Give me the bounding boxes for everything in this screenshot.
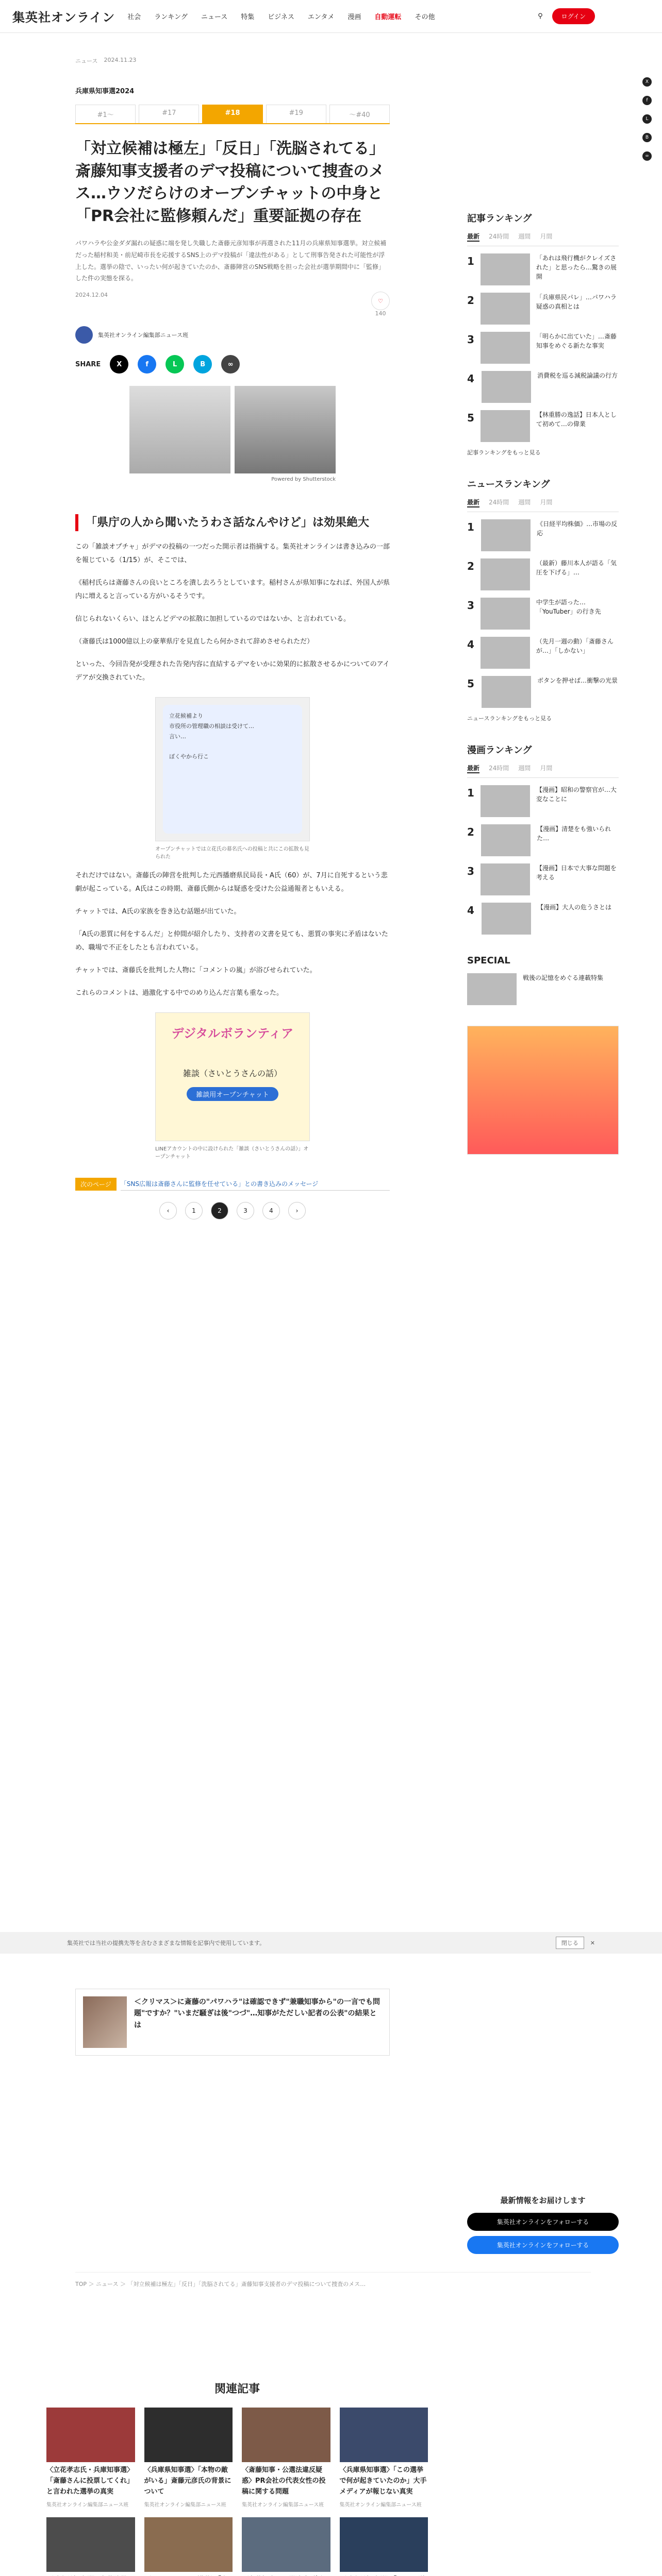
banner-button: 雑談用オープンチャット [187,1087,278,1101]
news-item[interactable]: 5 ボタンを押せば…衝撃の光景 [467,676,619,708]
x-share-icon[interactable]: X [110,355,128,374]
thumbnail [482,903,531,935]
paragraph: といった、今回告発が受理された告発内容に直結するデマをいかに効果的に拡散させるかについてのアイデアが交換されていた。 [75,660,390,682]
related-title: 関連記事 [214,2383,260,2396]
breadcrumb [75,57,390,65]
tab[interactable]: 最新 [467,232,479,242]
banner-title: デジタルボランティア [171,1026,294,1041]
next-page-label: 次のページ [75,1178,117,1191]
link-icon[interactable]: ∞ [642,151,652,161]
related-card[interactable] [144,2517,233,2576]
news-text: （最新）藤川本人が語る「気圧を下げる」… [536,560,617,576]
tab[interactable]: 月間 [540,765,553,772]
paragraph: これらのコメントは、過激化する中でのめり込んだ言葉も重なった。 [75,989,284,997]
thumbnail [46,2408,135,2462]
thumbnail [481,519,531,551]
paragraph: チャットでは、A氏の家族を巻き込む話題が出ていた。 [75,908,241,916]
related-card[interactable] [144,2408,233,2508]
tab[interactable]: 最新 [467,764,479,773]
tab[interactable]: 週間 [518,233,531,240]
link-share-icon[interactable]: ∞ [221,355,240,374]
thumbnail [340,2408,428,2462]
tab[interactable]: 週間 [518,499,531,506]
news-item[interactable]: 4 （先月一週の動）「斎藤さんが…」「しかない」 [467,637,619,669]
share-label: SHARE [75,360,101,368]
manga-item[interactable]: 4 【漫画】大人の危うさとは [467,903,619,935]
thumbnail [482,676,531,708]
thumbnail [144,2408,233,2462]
nav-item[interactable]: ビジネス [268,13,294,21]
next-page-link[interactable] [75,1177,390,1191]
photo-credit: Powered by Shutterstock [271,477,336,483]
special-text: 戦後の記憶をめぐる連載特集 [523,974,604,981]
chat-screenshot [155,697,310,841]
tab[interactable]: 最新 [467,498,479,507]
nav-item[interactable]: ランキング [154,13,188,21]
paragraph: 「A氏の悪質に何をするんだ」と仲間が紹介したり、支持者の文書を見ても、悪質の事実に矛盾はないため、職場で不正をしたとも言われている。 [75,930,388,952]
banner-subtitle: 雑談（さいとうさんの話） [183,1069,282,1079]
like-count: 140 [375,310,386,317]
news-item[interactable]: 2 （最新）藤川本人が語る「気圧を下げる」… [467,558,619,590]
thumbnail [481,332,530,364]
recommended-thumbnail [83,1996,127,2048]
related-card-source: 集英社オンライン編集部ニュース班 [242,2502,324,2509]
hatena-share-icon[interactable]: B [193,355,212,374]
paragraph: チャットでは、斎藤氏を批判した人物に「コメントの嵐」が浴びせられていた。 [75,967,317,975]
thumbnail [481,637,530,669]
thumbnail [242,2517,330,2572]
notice-close-button[interactable]: 閉じる [556,1937,584,1949]
follow-box [467,2195,619,2254]
related-card-source: 集英社オンライン編集部ニュース班 [339,2502,422,2509]
news-more-link[interactable]: ニュースランキングをもっと見る [467,715,552,722]
sidebar [467,211,619,1155]
footer-breadcrumb: TOP ＞ ニュース ＞ 「対立候補は極左」「反日」「洗脳されてる」斎藤知事支援者のデマ投稿について捜査のメス… [75,2272,591,2288]
series-pager [75,105,390,124]
tab[interactable]: 週間 [518,765,531,772]
breadcrumb-category[interactable]: ニュース [75,58,98,64]
thumbnail [481,410,530,442]
related-card-source: 集英社オンライン編集部ニュース班 [144,2502,226,2509]
ranking-text: 「明らかに出ていた」…斎藤知事をめぐる新たな事実 [536,333,617,349]
page-number[interactable]: 1 [185,1202,203,1219]
tab[interactable]: 24時間 [489,233,509,240]
special-title: SPECIAL [467,955,510,966]
thumbnail [481,253,530,285]
header-actions [538,8,595,24]
paragraph: この「雑談オプチャ」がデマの投稿の一つだった開示者は指摘する。集英社オンラインは書き込みの一部を報じている（1/15）が、そこでは、 [75,543,390,565]
news-text: 《日経平均株価》…市場の反応 [537,520,618,537]
page-number[interactable]: 3 [237,1202,254,1219]
news-text: 中学生が語った…「YouTuber」の行き先 [536,599,601,615]
manga-ranking-title: 漫画ランキング [467,745,532,756]
ranking-item[interactable]: 5 【林重勝の逸話】日本人として初めて…の偉業 [467,410,619,442]
article-time: 2024.12.04 [75,292,108,299]
nav-item[interactable]: エンタメ [307,13,335,21]
paragraph: 《稲村氏らは斎藤さんの良いところを潰し去ろうとしています。稲村さんが県知事になれば、外国人が県内に増えると言っている方がいるそうです。 [75,579,390,601]
article-lede: パワハラや公金ダダ漏れの疑惑に端を発し失職した斎藤元彦知事が再選された11月の兵庫県知事選挙。対立候補だった稲村和美・前尼崎市長を応援するSNS上のデマ投稿が「違法性がある」として刑事告発された可能性が浮上した。選挙の陰で、いったい何が起きていたのか、斎藤陣営のSNS戦略を担った会社が選挙期間中に「監修」した件の実態を探る。 [75,240,387,282]
related-card-title: 〈立花孝志氏・兵庫知事選〉「斎藤さんに投票してくれ」と言われた選挙の真実 [46,2466,134,2496]
news-text: ボタンを押せば…衝撃の光景 [537,677,618,684]
nav-item[interactable]: 漫画 [347,13,361,21]
notice-bar [0,1932,662,1954]
x-icon[interactable]: X [642,77,652,87]
ranking-text: 消費税を巡る減税論議の行方 [537,372,618,379]
nav-item[interactable]: 特集 [241,13,255,21]
follow-title: 最新情報をお届けします [500,2196,586,2205]
related-card[interactable] [242,2517,330,2576]
ranking-item[interactable]: 1 「あれは飛行機がクレイズされた」と思ったら…驚きの展開 [467,253,619,285]
thumbnail [242,2408,330,2462]
nav-item-more[interactable]: その他 [415,13,435,21]
next-page-text[interactable]: 「SNS広報は斎藤さんに監修を任せている」との書き込みのメッセージ [121,1177,390,1191]
tab[interactable]: 月間 [540,233,553,240]
line-icon[interactable]: L [642,114,652,124]
related-card[interactable] [340,2517,428,2576]
line-share-icon[interactable]: L [166,355,184,374]
facebook-share-icon[interactable]: f [138,355,156,374]
photo-left [129,386,230,473]
pagination [75,1202,390,1219]
prev-page-icon[interactable]: ‹ [159,1202,177,1219]
article-meta [75,292,390,317]
nav-item[interactable]: ニュース [201,13,228,21]
manga-text: 【漫画】清楚をも強いられた… [537,825,611,842]
manga-text: 【漫画】日本で大事な問題を考える [536,865,617,881]
ranking-text: 「兵庫県民パレ」…パワハラ疑惑の真相とは [536,294,617,310]
related-card[interactable] [46,2408,135,2508]
series-page-current[interactable]: #18 [202,105,262,123]
next-page-icon[interactable]: › [288,1202,306,1219]
paragraph: 信じられないくらい、ほとんどデマの拡散に加担しているのではないか、と言われている。 [75,615,351,623]
news-item[interactable]: 3 中学生が語った…「YouTuber」の行き先 [467,598,619,630]
ranking-item[interactable]: 2 「兵庫県民パレ」…パワハラ疑惑の真相とは [467,293,619,325]
ranking-item[interactable]: 3 「明らかに出ていた」…斎藤知事をめぐる新たな事実 [467,332,619,364]
thumbnail [481,598,530,630]
author [75,326,390,344]
manga-item[interactable]: 1 【漫画】昭和の警察官が…大変なことに [467,785,619,817]
nav-item-highlight[interactable]: 自動運転 [374,13,402,21]
manga-tabs [467,764,619,778]
article [75,57,390,1219]
ranking-tabs [467,232,619,246]
paragraph: （斎藤氏は1000億以上の豪華県庁を見直したら何かされて辞めさせられただ） [75,638,314,646]
section-heading: 「県庁の人から聞いたうわさ話なんやけど」は効果絶大 [75,514,390,531]
thumbnail [340,2517,428,2572]
image-caption: LINEアカウントの中に設けられた「雑談（さいとうさんの話）」オープンチャット [155,1146,309,1160]
open-chat-banner [155,1012,310,1141]
related-card-title: 〈兵庫県知事選〉「本物の敵がいる」斎藤元彦氏の背景について [144,2466,231,2496]
news-tabs [467,498,619,512]
related-card[interactable] [46,2517,135,2576]
series-page[interactable]: #1～ [75,105,136,123]
follow-x-button[interactable]: 集英社オンラインをフォローする [467,2213,619,2231]
thumbnail [144,2517,233,2572]
thumbnail [481,558,530,590]
share-bar [75,355,390,374]
thumbnail [481,863,530,895]
related-card[interactable] [340,2408,428,2508]
special-item[interactable] [467,973,619,1005]
thumbnail [46,2517,135,2572]
author-name[interactable]: 集英社オンライン編集部ニュース班 [98,332,189,339]
paragraph: それだけではない。斎藤氏の陣営を批判した元西播磨県民局長・A氏（60）が、7月に自死するという悲劇が起こっている。A氏はこの時期、斎藤氏側からは疑惑を受けた公益通報者ともいえる。 [75,872,388,893]
series-title[interactable]: 兵庫県知事選2024 [75,88,135,95]
news-ranking-title: ニュースランキング [467,479,550,490]
publish-date: 2024.11.23 [104,57,137,63]
manga-item[interactable]: 3 【漫画】日本で大事な問題を考える [467,863,619,895]
tab[interactable]: 24時間 [489,765,509,772]
floating-share-rail [642,77,652,161]
recommended-card[interactable] [75,1989,390,2056]
manga-text: 【漫画】昭和の警察官が…大変なことに [536,786,617,803]
global-nav [127,11,435,21]
photo-right [235,386,336,473]
article-title: 「対立候補は極左」「反日」「洗脳されてる」斎藤知事支援者のデマ投稿について捜査のメス…ウソだらけのオープンチャットの中身と「PR会社に監修頼んだ」重要証拠の存在 [75,140,385,225]
avatar [75,326,93,344]
thumbnail [481,785,530,817]
thumbnail [481,824,531,856]
related-articles [46,2380,428,2576]
site-logo[interactable]: 集英社オンライン [12,10,115,25]
image-caption: オープンチャットでは立花氏の幕名氏への投稿と共にこの拡散も見られた [155,846,309,860]
thumbnail [481,293,530,325]
ranking-text: 【林重勝の逸話】日本人として初めて…の偉業 [536,411,617,428]
series-page[interactable]: #17 [139,105,199,123]
follow-facebook-button[interactable]: 集英社オンラインをフォローする [467,2236,619,2254]
login-button[interactable]: ログイン [552,8,595,24]
series-page[interactable]: ～#40 [329,105,390,123]
thumbnail [467,973,517,1005]
article-photo [129,386,336,473]
nav-item[interactable]: 社会 [127,13,141,21]
news-item[interactable]: 1 《日経平均株価》…市場の反応 [467,519,619,551]
facebook-icon[interactable]: f [642,96,652,105]
notice-text: 集英社では当社の提携先等を含むさまざまな情報を記事内で使用しています。 [67,1940,266,1946]
heart-icon[interactable]: ♡ [371,292,390,310]
tab[interactable]: 24時間 [489,499,509,506]
close-icon[interactable]: ✕ [590,1939,595,1946]
ranking-title: 記事ランキング [467,213,532,224]
tab[interactable]: 月間 [540,499,553,506]
page-number-current[interactable]: 2 [211,1202,228,1219]
site-header [0,0,662,33]
chat-bubble: 立花候補より 市役所の管理職の相談は受けて… 言い… ぼくやから行こ [163,705,302,834]
recommended-title: ＜クリマス＞に斎藤の"パワハラ"は確認できず"兼職知事から"の一言でも問題"ですか？"いまだ騒ぎは後"つづ"…知事がただしい記者の公表"の結果とは [134,1998,380,2029]
related-card[interactable] [242,2408,330,2508]
ranking-more-link[interactable]: 記事ランキングをもっと見る [467,449,541,456]
manga-item[interactable]: 2 【漫画】清楚をも強いられた… [467,824,619,856]
related-grid [46,2408,428,2576]
related-card-title: 〈兵庫県知事選〉「この選挙で何が起きていたのか」大手メディアが報じない真実 [339,2466,427,2496]
ranking-text: 「あれは飛行機がクレイズされた」と思ったら…驚きの展開 [536,255,617,280]
series-page[interactable]: #19 [266,105,326,123]
manga-text: 【漫画】大人の危うさとは [537,904,612,911]
thumbnail [482,371,531,403]
related-card-title: 〈斎藤知事・公選法違反疑惑〉PR会社の代表女性の投稿に関する問題 [242,2466,326,2496]
ranking-item[interactable]: 4 消費税を巡る減税論議の行方 [467,371,619,403]
related-card-source: 集英社オンライン編集部ニュース班 [46,2502,129,2509]
sidebar-ad[interactable] [467,1026,619,1155]
news-text: （先月一週の動）「斎藤さんが…」「しかない」 [536,638,614,654]
page-number[interactable]: 4 [262,1202,280,1219]
search-icon[interactable]: ⚲ [538,12,543,20]
hatena-icon[interactable]: B [642,133,652,142]
